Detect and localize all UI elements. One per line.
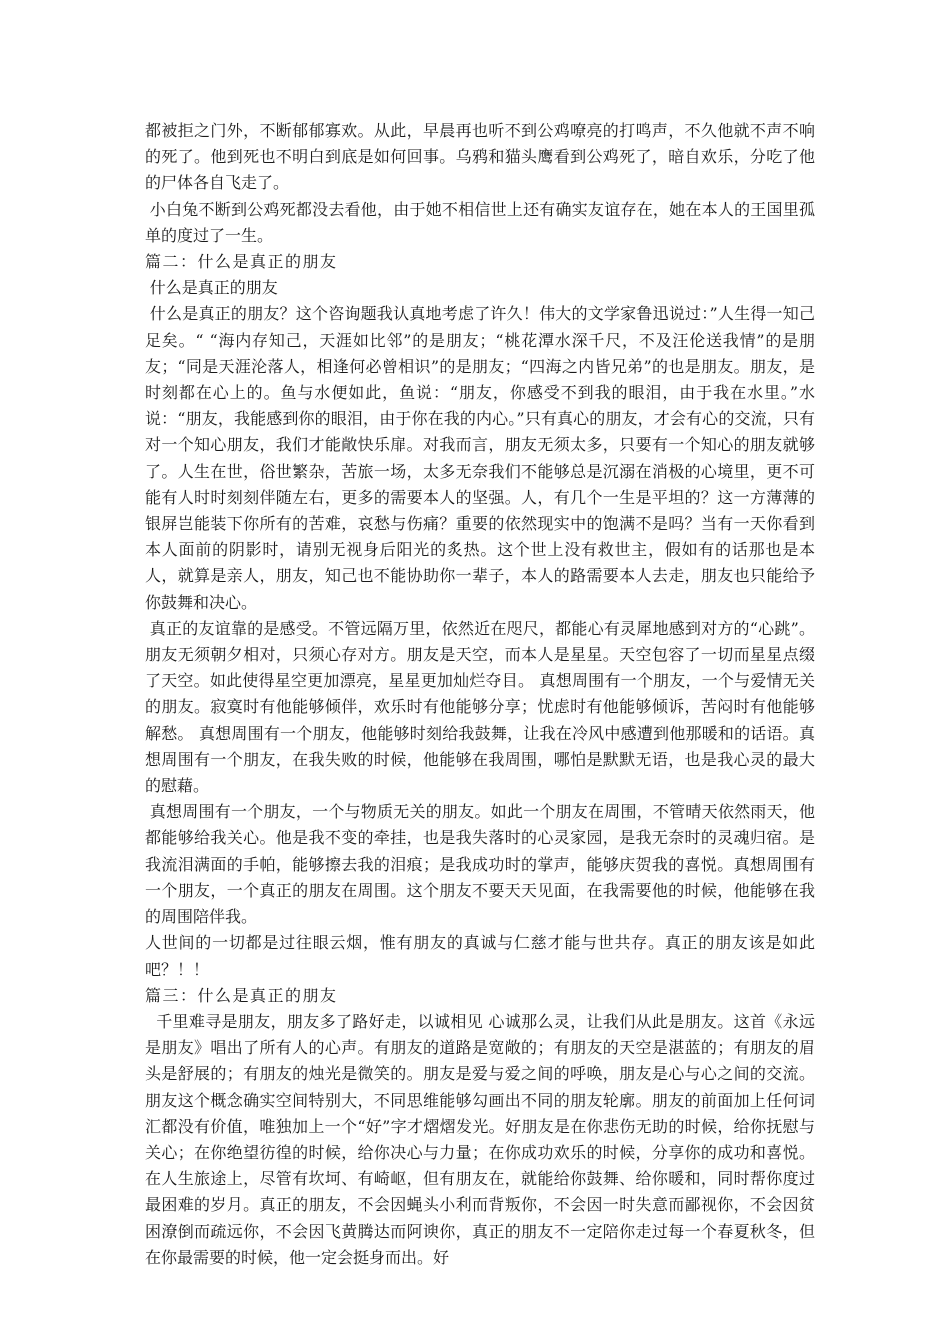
paragraph-rooster-ending: 都被拒之门外，不断郁郁寡欢。从此，早晨再也听不到公鸡嘹亮的打鸣声，不久他就不声不响的死了。他到死也不明白到底是如何回事。乌鸦和猫头鹰看到公鸡死了，暗自欢乐，分吃了他的尸体各自飞走了。 [145,121,815,193]
paragraph-forever-friends: 千里难寻是朋友，朋友多了路好走，以诚相见 心诚那么灵，让我们从此是朋友。这首《永远是朋友》唱出了所有人的心声。有朋友的道路是宽敞的；有朋友的天空是湛蓝的；有朋友的眉头是舒展的；有朋友的烛光是微笑的。朋友是爱与爱之间的呼唤，朋友是心与心之间的交流。朋友这个概念确实空间特别大，不同思维能够勾画出不同的朋友轮廓。朋友的前面加上任何词汇都没有价值，唯独加上一个“好”字才熠熠发光。好朋友是在你悲伤无助的时候，给你抚慰与关心；在你绝望彷徨的时候，给你决心与力量；在你成功欢乐的时候，分享你的成功和喜悦。在人生旅途上，尽管有坎坷、有崎岖，但有朋友在，就能给你鼓舞、给你暖和，同时帮你度过最困难的岁月。真正的朋友，不会因蝇头小利而背叛你，不会因一时失意而鄙视你，不会因贫困潦倒而疏远你，不会因飞黄腾达而阿谀你，真正的朋友不一定陪你走过每一个春夏秋冬，但在你最需要的时候，他一定会挺身而出。好 [145,1011,815,1267]
document-body [145,118,815,1271]
section-heading-part-two: 篇二：什么是真正的朋友 [145,252,338,272]
paragraph-conclusion: 人世间的一切都是过往眼云烟，惟有朋友的真诚与仁慈才能与世共存。真正的朋友该是如此吧？！！ [145,933,815,979]
paragraph-friend-nearby: 真想周围有一个朋友，一个与物质无关的朋友。如此一个朋友在周围，不管晴天依然雨天，他都能够给我关心。他是我不变的牵挂，也是我失落时的心灵家园，是我无奈时的灵魂归宿。是我流泪满面的手帕，能够擦去我的泪痕；是我成功时的掌声，能够庆贺我的喜悦。真想周围有一个朋友，一个真正的朋友在周围。这个朋友不要天天见面，在我需要他的时候，他能够在我的周围陪伴我。 [145,802,815,927]
paragraph-friendship-feeling: 真正的友谊靠的是感受。不管远隔万里，依然近在咫尺，都能心有灵犀地感到对方的“心跳”。朋友无须朝夕相对，只须心存对方。朋友是天空，而本人是星星。天空包容了一切而星星点缀了天空。如此使得星空更加漂亮，星星更加灿烂夺目。 真想周围有一个朋友，一个与爱情无关的朋友。寂寞时有他能够倾伴，欢乐时有他能够分享；忧虑时有他能够倾诉，苦闷时有他能够解愁。 真想周围有一个朋友，他能够时刻给我鼓舞，让我在冷风中感遭到他那暖和的话语。真想周围有一个朋友，在我失败的时候，他能够在我周围，哪怕是默默无语，也是我心灵的最大的慰藉。 [145,618,815,796]
paragraph-rabbit-ending: 小白兔不断到公鸡死都没去看他，由于她不相信世上还有确实友谊存在，她在本人的王国里孤单的度过了一生。 [145,199,815,245]
article-title: 什么是真正的朋友 [149,278,278,298]
section-heading-part-three: 篇三：什么是真正的朋友 [145,985,338,1005]
paragraph-true-friend-question: 什么是真正的朋友？这个咨询题我认真地考虑了许久！伟大的文学家鲁迅说过：”人生得一知己足矣。“ “海内存知己，天涯如比邻”的是朋友；“桃花潭水深千尺，不及汪伦送我情”的是朋友；“同是天涯沦落人，相逢何必曾相识”的是朋友；“四海之内皆兄弟”的也是朋友。朋友，是时刻都在心上的。鱼与水便如此，鱼说：“朋友，你感受不到我的眼泪，由于我在水里。”水说：“朋友，我能感到你的眼泪，由于你在我的内心。”只有真心的朋友，才会有心的交流，只有对一个知心朋友，我们才能敞快乐扉。对我而言，朋友无须太多，只要有一个知心的朋友就够了。人生在世，俗世繁杂，苦旅一场，太多无奈我们不能够总是沉溺在消极的心境里，更不可能有人时时刻刻伴随左右，更多的需要本人的坚强。人，有几个一生是平坦的？这一方薄薄的银屏岂能装下你所有的苦难，哀愁与伤痛？重要的依然现实中的饱满不是吗？当有一天你看到本人面前的阴影时，请别无视身后阳光的炙热。这个世上没有救世主，假如有的话那也是本人，就算是亲人，朋友，知己也不能协助你一辈子，本人的路需要本人去走，朋友也只能给予你鼓舞和决心。 [145,304,815,612]
